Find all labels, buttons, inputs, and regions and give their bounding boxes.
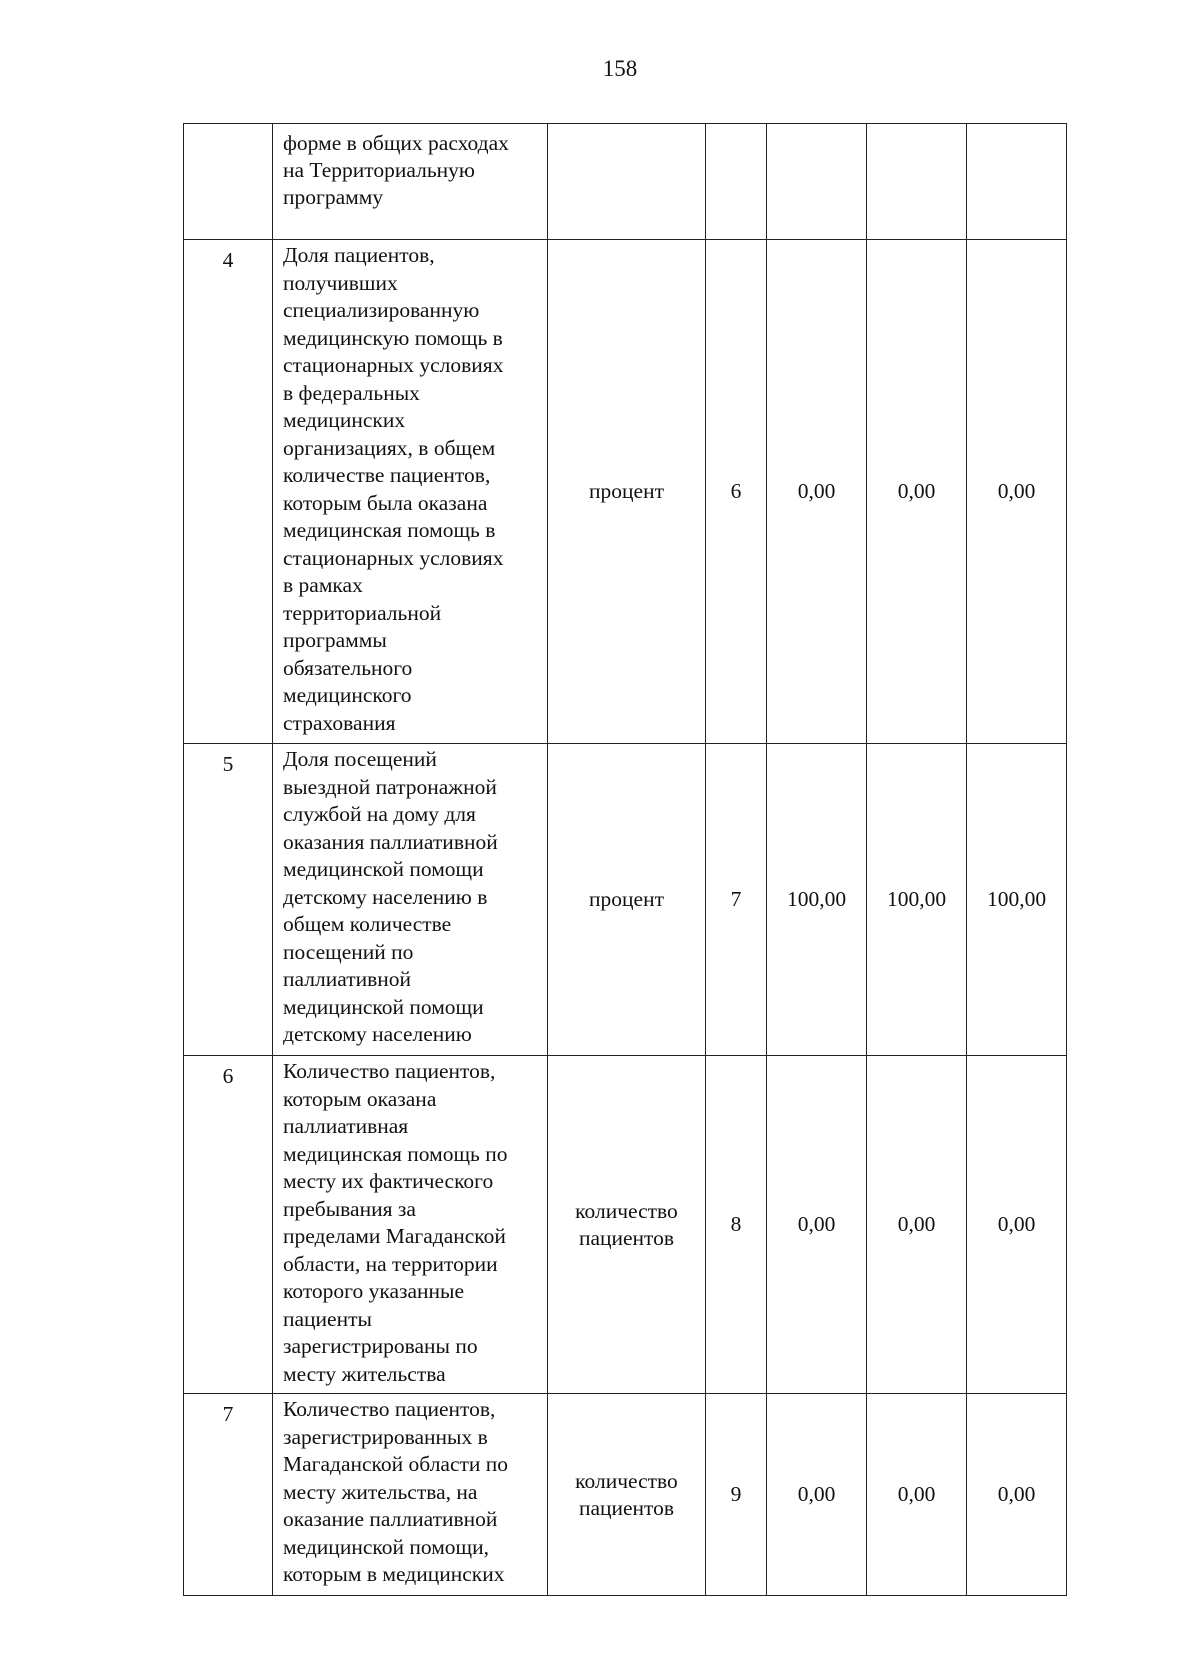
row-number	[184, 124, 273, 240]
code-cell: 6	[706, 240, 767, 744]
value-cell: 0,00	[967, 240, 1067, 744]
value-cell: 100,00	[867, 744, 967, 1056]
row-number: 6	[184, 1056, 273, 1394]
value-cell	[867, 124, 967, 240]
code-cell	[706, 124, 767, 240]
unit-cell	[548, 240, 706, 744]
code-cell: 9	[706, 1394, 767, 1596]
value-cell	[967, 124, 1067, 240]
value-cell: 100,00	[767, 744, 867, 1056]
code-cell: 8	[706, 1056, 767, 1394]
value-cell: 0,00	[867, 240, 967, 744]
value-cell: 0,00	[867, 1394, 967, 1596]
unit-cell	[548, 1394, 706, 1596]
description-text: Доля пациентов, получивших специализированную медицинскую помощь в стационарных условиях в федеральных медицинских организациях, в общем количестве пациентов, которым была оказана медицинская помощь в стационарных условиях в рамках территориальной программы обязательного медицинского страхования	[283, 243, 504, 735]
indicator-description	[273, 1056, 548, 1394]
value-cell: 0,00	[767, 1394, 867, 1596]
unit-text: процент	[589, 887, 664, 911]
table-row	[184, 1056, 1067, 1394]
unit-text: количество пациентов	[575, 1198, 678, 1250]
unit-cell	[548, 124, 706, 240]
description-text: Доля посещений выездной патронажной службой на дому для оказания паллиативной медицинской помощи детскому населению в общем количестве посещений по паллиативной медицинской помощи детскому населению	[283, 747, 498, 1046]
page-number: 158	[602, 56, 638, 81]
value-cell: 0,00	[767, 1056, 867, 1394]
indicator-description	[273, 1394, 548, 1596]
code-cell: 7	[706, 744, 767, 1056]
value-cell: 0,00	[967, 1056, 1067, 1394]
value-cell: 100,00	[967, 744, 1067, 1056]
indicator-description	[273, 240, 548, 744]
table-row	[184, 744, 1067, 1056]
description-text: Количество пациентов, которым оказана паллиативная медицинская помощь по месту их фактического пребывания за пределами Магаданской области, на территории которого указанные пациенты зарегистрированы по месту жительства	[283, 1059, 508, 1386]
description-text: Количество пациентов, зарегистрированных в Магаданской области по месту жительства, на оказание паллиативной медицинской помощи, которым в медицинских	[283, 1397, 509, 1586]
unit-text: процент	[589, 479, 664, 503]
indicator-table	[183, 123, 1067, 1596]
unit-cell	[548, 1056, 706, 1394]
value-cell: 0,00	[967, 1394, 1067, 1596]
table-row	[184, 124, 1067, 240]
indicator-description	[273, 124, 548, 240]
table-row	[184, 240, 1067, 744]
table-row	[184, 1394, 1067, 1596]
unit-text: количество пациентов	[575, 1468, 678, 1520]
row-number: 7	[184, 1394, 273, 1596]
value-cell: 0,00	[867, 1056, 967, 1394]
description-text: форме в общих расходах на Территориальную программу	[283, 131, 509, 209]
row-number: 5	[184, 744, 273, 1056]
value-cell	[767, 124, 867, 240]
value-cell: 0,00	[767, 240, 867, 744]
row-number: 4	[184, 240, 273, 744]
indicator-description	[273, 744, 548, 1056]
unit-cell	[548, 744, 706, 1056]
